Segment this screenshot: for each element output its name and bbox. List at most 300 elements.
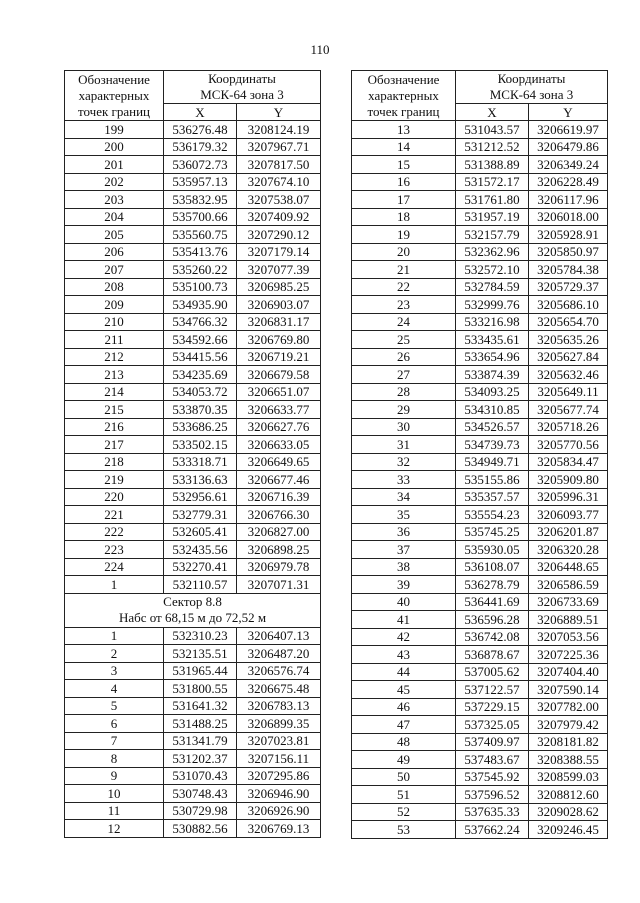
y-coordinate-cell: 3209246.45 [529,821,608,839]
x-coordinate-cell: 534592.66 [164,331,237,349]
table-row [352,313,608,331]
y-coordinate-cell: 3209028.62 [529,803,608,821]
x-coordinate-cell: 536108.07 [456,558,529,576]
y-coordinate-cell: 3207071.31 [237,576,321,594]
y-coordinate-cell: 3206783.13 [237,697,321,715]
x-coordinate-cell: 535100.73 [164,278,237,296]
point-id-cell: 214 [65,383,164,401]
table-row [65,138,321,156]
x-coordinate-cell: 532784.59 [456,278,529,296]
x-coordinate-cell: 532435.56 [164,541,237,559]
x-coordinate-cell: 532135.51 [164,645,237,663]
y-coordinate-cell: 3206898.25 [237,541,321,559]
x-coordinate-cell: 534949.71 [456,453,529,471]
y-coordinate-cell: 3206349.24 [529,156,608,174]
point-id-cell: 206 [65,243,164,261]
point-id-cell: 215 [65,401,164,419]
y-coordinate-cell: 3206766.30 [237,506,321,524]
x-coordinate-cell: 535260.22 [164,261,237,279]
table-row [352,628,608,646]
point-id-cell: 40 [352,593,456,611]
point-id-cell: 12 [65,820,164,838]
table-row [352,418,608,436]
y-coordinate-cell: 3208599.03 [529,768,608,786]
table-row [352,121,608,139]
point-id-cell: 30 [352,418,456,436]
y-coordinate-cell: 3206827.00 [237,523,321,541]
point-id-cell: 219 [65,471,164,489]
x-coordinate-cell: 532270.41 [164,558,237,576]
x-coordinate-cell: 535832.95 [164,191,237,209]
x-coordinate-cell: 537005.62 [456,663,529,681]
y-coordinate-cell: 3206228.49 [529,173,608,191]
y-coordinate-cell: 3205770.56 [529,436,608,454]
table-row [352,646,608,664]
y-coordinate-cell: 3206633.77 [237,401,321,419]
point-id-cell: 34 [352,488,456,506]
y-coordinate-cell: 3205686.10 [529,296,608,314]
point-id-cell: 204 [65,208,164,226]
x-coordinate-cell: 531043.57 [456,121,529,139]
point-id-cell: 3 [65,662,164,680]
table-row [65,488,321,506]
x-coordinate-cell: 533686.25 [164,418,237,436]
coordinates-header [456,71,608,104]
header-line: характерных [368,87,439,103]
table-row [65,576,321,594]
x-coordinate-cell: 531202.37 [164,750,237,768]
y-coordinate-cell: 3206979.78 [237,558,321,576]
header-line: Координаты [208,71,276,86]
y-coordinate-cell: 3206407.13 [237,627,321,645]
table-row [352,383,608,401]
table-row [65,436,321,454]
point-id-cell: 46 [352,698,456,716]
table-row [65,820,321,838]
point-id-cell: 200 [65,138,164,156]
x-coordinate-cell: 534053.72 [164,383,237,401]
y-coordinate-cell: 3207290.12 [237,226,321,244]
x-coordinate-cell: 535930.05 [456,541,529,559]
y-coordinate-cell: 3207590.14 [529,681,608,699]
table-row [65,401,321,419]
table-row [352,751,608,769]
table-row [65,802,321,820]
x-coordinate-cell: 537325.05 [456,716,529,734]
y-coordinate-cell: 3206093.77 [529,506,608,524]
point-id-cell: 13 [352,121,456,139]
y-coordinate-cell: 3205928.91 [529,226,608,244]
y-coordinate-cell: 3206889.51 [529,611,608,629]
point-id-cell: 43 [352,646,456,664]
table-row [352,698,608,716]
point-label-header [352,71,456,121]
table-row [352,576,608,594]
y-coordinate-cell: 3206649.65 [237,453,321,471]
table-row [352,611,608,629]
x-coordinate-cell: 531572.17 [456,173,529,191]
y-coordinate-cell: 3206627.76 [237,418,321,436]
y-coordinate-cell: 3206201.87 [529,523,608,541]
table-row [352,278,608,296]
point-id-cell: 26 [352,348,456,366]
x-coordinate-cell: 531641.32 [164,697,237,715]
point-id-cell: 36 [352,523,456,541]
x-coordinate-cell: 537545.92 [456,768,529,786]
point-id-cell: 14 [352,138,456,156]
table-row [352,663,608,681]
table-row [65,785,321,803]
table-row [65,278,321,296]
section-block [65,593,321,627]
point-id-cell: 222 [65,523,164,541]
table-row [352,558,608,576]
point-id-cell: 7 [65,732,164,750]
point-id-cell: 8 [65,750,164,768]
x-coordinate-cell: 536742.08 [456,628,529,646]
y-coordinate-cell: 3205784.38 [529,261,608,279]
table-row [352,488,608,506]
table-row [65,627,321,645]
x-coordinate-cell: 531488.25 [164,715,237,733]
x-coordinate-cell: 537662.24 [456,821,529,839]
y-column-header: Y [529,104,608,121]
header-line: Координаты [497,71,566,86]
point-id-cell: 11 [65,802,164,820]
point-id-cell: 218 [65,453,164,471]
x-coordinate-cell: 535700.66 [164,208,237,226]
table-row [65,767,321,785]
y-coordinate-cell: 3206487.20 [237,645,321,663]
x-coordinate-cell: 532956.61 [164,488,237,506]
x-coordinate-cell: 537409.97 [456,733,529,751]
coordinates-table-left [64,70,321,838]
point-id-cell: 9 [65,767,164,785]
table-row [352,296,608,314]
y-coordinate-cell: 3206619.97 [529,121,608,139]
x-coordinate-cell: 531212.52 [456,138,529,156]
section-subtitle: Набс от 68,15 м до 72,52 м [118,610,267,625]
left-rows-b [65,627,321,837]
y-coordinate-cell: 3206576.74 [237,662,321,680]
point-label-header [65,71,164,121]
point-id-cell: 221 [65,506,164,524]
x-coordinate-cell: 533654.96 [456,348,529,366]
point-id-cell: 213 [65,366,164,384]
x-coordinate-cell: 533216.98 [456,313,529,331]
table-row [65,558,321,576]
x-coordinate-cell: 534310.85 [456,401,529,419]
y-coordinate-cell: 3206651.07 [237,383,321,401]
y-coordinate-cell: 3208812.60 [529,786,608,804]
x-coordinate-cell: 532999.76 [456,296,529,314]
table-row [65,645,321,663]
y-coordinate-cell: 3206448.65 [529,558,608,576]
x-coordinate-cell: 532310.23 [164,627,237,645]
x-coordinate-cell: 536878.67 [456,646,529,664]
y-coordinate-cell: 3207295.86 [237,767,321,785]
coordinates-table-right [351,70,608,839]
x-coordinate-cell: 537229.15 [456,698,529,716]
y-coordinate-cell: 3206633.05 [237,436,321,454]
y-coordinate-cell: 3207538.07 [237,191,321,209]
x-column-header: X [164,104,237,121]
table-row [65,366,321,384]
point-id-cell: 51 [352,786,456,804]
y-coordinate-cell: 3206677.46 [237,471,321,489]
x-coordinate-cell: 537596.52 [456,786,529,804]
table-row [65,541,321,559]
y-coordinate-cell: 3206018.00 [529,208,608,226]
table-row [65,331,321,349]
point-id-cell: 216 [65,418,164,436]
point-id-cell: 202 [65,173,164,191]
table-row [352,243,608,261]
point-id-cell: 24 [352,313,456,331]
point-id-cell: 22 [352,278,456,296]
y-coordinate-cell: 3206769.80 [237,331,321,349]
table-row [65,715,321,733]
point-id-cell: 205 [65,226,164,244]
x-coordinate-cell: 535957.13 [164,173,237,191]
point-id-cell: 203 [65,191,164,209]
y-coordinate-cell: 3205850.97 [529,243,608,261]
y-coordinate-cell: 3208388.55 [529,751,608,769]
y-coordinate-cell: 3208124.19 [237,121,321,139]
y-coordinate-cell: 3207156.11 [237,750,321,768]
y-coordinate-cell: 3205654.70 [529,313,608,331]
table-row [352,401,608,419]
y-coordinate-cell: 3206903.07 [237,296,321,314]
x-coordinate-cell: 533318.71 [164,453,237,471]
point-id-cell: 207 [65,261,164,279]
y-coordinate-cell: 3206679.58 [237,366,321,384]
point-id-cell: 4 [65,680,164,698]
point-id-cell: 23 [352,296,456,314]
point-id-cell: 199 [65,121,164,139]
table-row [352,471,608,489]
x-coordinate-cell: 534235.69 [164,366,237,384]
y-coordinate-cell: 3206719.21 [237,348,321,366]
header-line: точек границ [77,103,151,119]
table-row [352,733,608,751]
point-id-cell: 28 [352,383,456,401]
table-row [65,348,321,366]
table-row [352,191,608,209]
y-coordinate-cell: 3207179.14 [237,243,321,261]
left-rows-a [65,121,321,594]
x-coordinate-cell: 531800.55 [164,680,237,698]
table-row [352,593,608,611]
point-id-cell: 53 [352,821,456,839]
header-line: Обозначение [367,71,440,87]
table-row [65,523,321,541]
table-row [65,662,321,680]
point-id-cell: 49 [352,751,456,769]
x-coordinate-cell: 534526.57 [456,418,529,436]
header-line: МСК-64 зона 3 [489,87,574,102]
point-id-cell: 2 [65,645,164,663]
x-coordinate-cell: 532362.96 [456,243,529,261]
point-id-cell: 209 [65,296,164,314]
table-row [65,506,321,524]
x-coordinate-cell: 533874.39 [456,366,529,384]
x-coordinate-cell: 536276.48 [164,121,237,139]
x-coordinate-cell: 536179.32 [164,138,237,156]
x-coordinate-cell: 534093.25 [456,383,529,401]
y-coordinate-cell: 3206117.96 [529,191,608,209]
y-coordinate-cell: 3207404.40 [529,663,608,681]
x-coordinate-cell: 534935.90 [164,296,237,314]
point-id-cell: 27 [352,366,456,384]
x-coordinate-cell: 536072.73 [164,156,237,174]
y-coordinate-cell: 3206946.90 [237,785,321,803]
y-coordinate-cell: 3205635.26 [529,331,608,349]
table-row [352,348,608,366]
table-row [65,243,321,261]
section-header [65,593,321,627]
point-id-cell: 15 [352,156,456,174]
header-line: Обозначение [78,71,150,87]
x-coordinate-cell: 532572.10 [456,261,529,279]
y-coordinate-cell: 3206479.86 [529,138,608,156]
x-column-header: X [456,104,529,121]
header-line: МСК-64 зона 3 [200,87,284,102]
y-coordinate-cell: 3205834.47 [529,453,608,471]
table-row [352,173,608,191]
point-id-cell: 50 [352,768,456,786]
y-column-header: Y [237,104,321,121]
point-id-cell: 32 [352,453,456,471]
y-coordinate-cell: 3205729.37 [529,278,608,296]
table-row [352,523,608,541]
y-coordinate-cell: 3207967.71 [237,138,321,156]
x-coordinate-cell: 535554.23 [456,506,529,524]
x-coordinate-cell: 536596.28 [456,611,529,629]
point-id-cell: 41 [352,611,456,629]
table-row [352,453,608,471]
x-coordinate-cell: 532157.79 [456,226,529,244]
x-coordinate-cell: 534415.56 [164,348,237,366]
x-coordinate-cell: 532779.31 [164,506,237,524]
table-row [65,156,321,174]
table-row [65,418,321,436]
table-row [65,226,321,244]
x-coordinate-cell: 531070.43 [164,767,237,785]
y-coordinate-cell: 3207225.36 [529,646,608,664]
point-id-cell: 20 [352,243,456,261]
y-coordinate-cell: 3208181.82 [529,733,608,751]
point-id-cell: 201 [65,156,164,174]
point-id-cell: 217 [65,436,164,454]
point-id-cell: 210 [65,313,164,331]
x-coordinate-cell: 537635.33 [456,803,529,821]
x-coordinate-cell: 531341.79 [164,732,237,750]
x-coordinate-cell: 531957.19 [456,208,529,226]
x-coordinate-cell: 537122.57 [456,681,529,699]
table-row [65,313,321,331]
header-line: точек границ [367,103,440,119]
point-id-cell: 42 [352,628,456,646]
x-coordinate-cell: 531965.44 [164,662,237,680]
y-coordinate-cell: 3207979.42 [529,716,608,734]
coordinates-header [164,71,321,104]
x-coordinate-cell: 530748.43 [164,785,237,803]
point-id-cell: 29 [352,401,456,419]
x-coordinate-cell: 536278.79 [456,576,529,594]
table-row [352,716,608,734]
table-row [65,173,321,191]
table-row [352,208,608,226]
table-row [352,226,608,244]
section-title: Сектор 8.8 [163,594,222,609]
table-row [352,366,608,384]
x-coordinate-cell: 534739.73 [456,436,529,454]
y-coordinate-cell: 3207782.00 [529,698,608,716]
x-coordinate-cell: 533136.63 [164,471,237,489]
point-id-cell: 48 [352,733,456,751]
point-id-cell: 25 [352,331,456,349]
x-coordinate-cell: 533502.15 [164,436,237,454]
table-row [65,453,321,471]
table-row [65,471,321,489]
point-id-cell: 212 [65,348,164,366]
point-id-cell: 38 [352,558,456,576]
y-coordinate-cell: 3206769.13 [237,820,321,838]
table-row [65,191,321,209]
y-coordinate-cell: 3207409.92 [237,208,321,226]
right-rows [352,121,608,839]
y-coordinate-cell: 3207077.39 [237,261,321,279]
point-id-cell: 18 [352,208,456,226]
table-row [65,208,321,226]
y-coordinate-cell: 3206675.48 [237,680,321,698]
table-row [65,697,321,715]
table-row [65,383,321,401]
point-id-cell: 21 [352,261,456,279]
point-id-cell: 211 [65,331,164,349]
y-coordinate-cell: 3207817.50 [237,156,321,174]
table-row [352,261,608,279]
table-row [65,296,321,314]
x-coordinate-cell: 530729.98 [164,802,237,820]
page-number: 110 [310,42,330,57]
y-coordinate-cell: 3205649.11 [529,383,608,401]
point-id-cell: 39 [352,576,456,594]
point-id-cell: 220 [65,488,164,506]
point-id-cell: 223 [65,541,164,559]
y-coordinate-cell: 3205632.46 [529,366,608,384]
point-id-cell: 44 [352,663,456,681]
table-row [65,680,321,698]
table-row [65,750,321,768]
y-coordinate-cell: 3206985.25 [237,278,321,296]
point-id-cell: 16 [352,173,456,191]
y-coordinate-cell: 3206716.39 [237,488,321,506]
x-coordinate-cell: 532110.57 [164,576,237,594]
point-id-cell: 6 [65,715,164,733]
y-coordinate-cell: 3207674.10 [237,173,321,191]
x-coordinate-cell: 534766.32 [164,313,237,331]
y-coordinate-cell: 3206831.17 [237,313,321,331]
point-id-cell: 45 [352,681,456,699]
table-row [352,821,608,839]
x-coordinate-cell: 537483.67 [456,751,529,769]
point-id-cell: 10 [65,785,164,803]
x-coordinate-cell: 535745.25 [456,523,529,541]
x-coordinate-cell: 535155.86 [456,471,529,489]
table-row [352,506,608,524]
